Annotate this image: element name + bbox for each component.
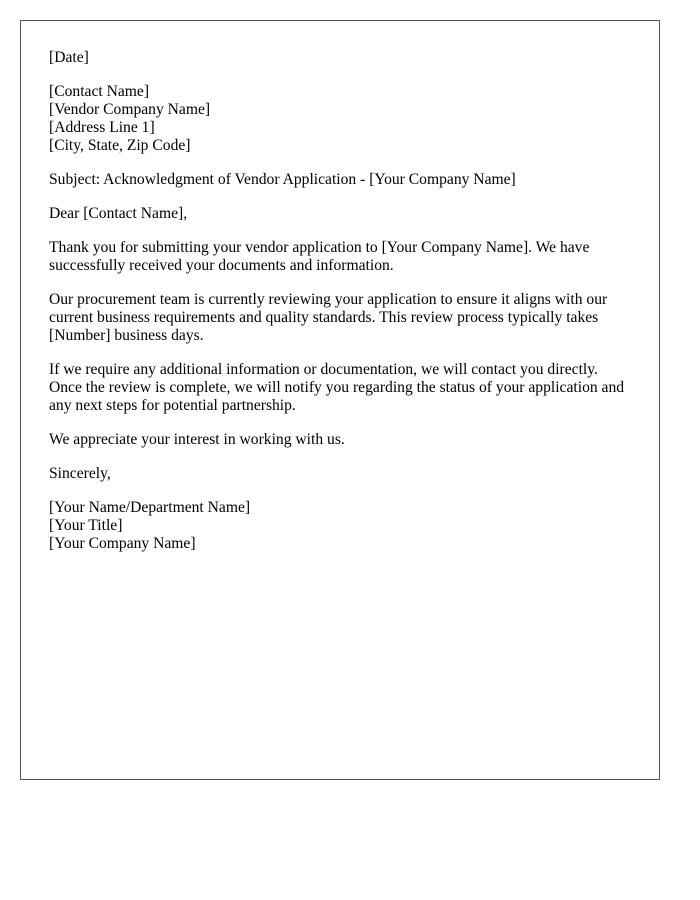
letter-closing: Sincerely, [49,465,111,482]
letter-subject: Subject: Acknowledgment of Vendor Application - [Your Company Name] [49,171,516,188]
body-paragraph-1: Thank you for submitting your vendor application to [Your Company Name]. We have successfully received your documents and information. [49,239,590,274]
recipient-company: [Vendor Company Name] [49,101,211,118]
body-paragraph-4: We appreciate your interest in working with us. [49,431,345,448]
signature-block [49,499,631,553]
recipient-block [49,83,631,155]
recipient-contact-name: [Contact Name] [49,83,150,100]
signature-title: [Your Title] [49,517,123,534]
body-paragraph-2: Our procurement team is currently reviewing your application to ensure it aligns with our current business requirements and quality standards. This review process typically takes [Number] business days. [49,291,608,344]
letter-page [20,20,660,780]
signature-company: [Your Company Name] [49,535,196,552]
recipient-city-state-zip: [City, State, Zip Code] [49,137,191,154]
recipient-address-line-1: [Address Line 1] [49,119,155,136]
letter-date: [Date] [49,49,89,66]
body-paragraph-3: If we require any additional information or documentation, we will contact you directly. Once the review is complete, we will notify you regarding the status of your application and any next steps for potential partnership. [49,361,625,414]
letter-salutation: Dear [Contact Name], [49,205,188,222]
signature-name: [Your Name/Department Name] [49,499,251,516]
